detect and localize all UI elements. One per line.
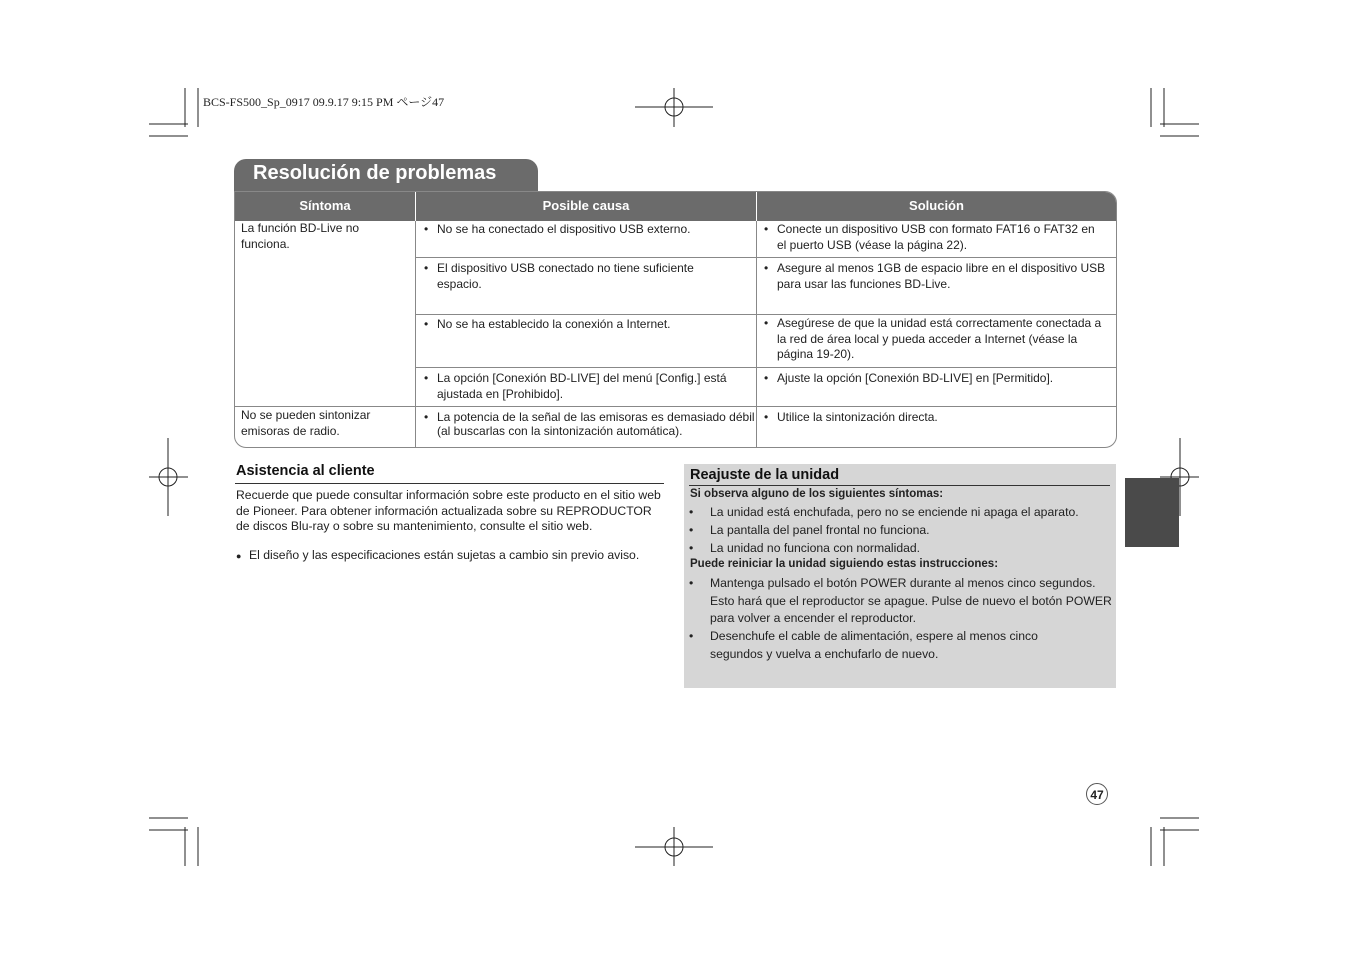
reset-symptom-item: • La unidad no funciona con normalidad. <box>689 541 921 555</box>
cause-row-5: • La potencia de la señal de las emisoras es demasiado débil (al buscarlas con la sintonización automática). <box>437 410 755 438</box>
support-note-text: El diseño y las especificaciones están sujetas a cambio sin previo aviso. <box>249 548 640 562</box>
page-number: 47 <box>1086 783 1108 805</box>
support-title: Asistencia al cliente <box>236 463 375 479</box>
reset-instruction-item: • Desenchufe el cable de alimentación, espere al menos cinco segundos y vuelva a enchufarlo de nuevo. <box>689 629 1038 661</box>
column-header-solution: Solución <box>909 198 964 213</box>
page-title: Resolución de problemas <box>253 162 497 184</box>
solution-row-5: • Utilice la sintonización directa. <box>777 410 1107 426</box>
cause-row-3: • No se ha establecido la conexión a Internet. <box>437 317 747 333</box>
reset-instruction-item: • Mantenga pulsado el botón POWER durante al menos cinco segundos. Esto hará que el reproductor se apague. Pulse de nuevo el botón POWER para volver a encender el reproductor. <box>689 576 1112 625</box>
reset-panel <box>684 464 1116 688</box>
column-header-symptom: Síntoma <box>299 198 351 213</box>
reset-instructions-heading: Puede reiniciar la unidad siguiendo estas instrucciones: <box>690 558 999 570</box>
cause-row-1: • No se ha conectado el dispositivo USB externo. <box>437 222 747 238</box>
solution-row-4: • Ajuste la opción [Conexión BD-LIVE] en [Permitido]. <box>777 371 1107 387</box>
reset-title-rule <box>689 485 1110 486</box>
table-header <box>235 192 1116 221</box>
solution-row-2: • Asegure al menos 1GB de espacio libre en el dispositivo USB para usar las funciones BD-Live. <box>777 261 1107 292</box>
cause-row-4: • La opción [Conexión BD-LIVE] del menú [Config.] está ajustada en [Prohibido]. <box>437 371 752 402</box>
reset-symptom-item: • La unidad está enchufada, pero no se enciende ni apaga el aparato. <box>689 505 1079 519</box>
solution-row-1: • Conecte un dispositivo USB con formato FAT16 o FAT32 en el puerto USB (véase la página 22). <box>777 222 1107 253</box>
reset-symptoms-heading: Si observa alguno de los siguientes síntomas: <box>690 488 944 500</box>
bullet-icon: ● <box>236 551 242 561</box>
solution-row-3: • Asegúrese de que la unidad está correctamente conectada a la red de área local y pueda acceder a Internet (véase la página 19-20). <box>777 316 1107 363</box>
column-header-cause: Posible causa <box>542 198 630 213</box>
print-slug: BCS-FS500_Sp_0917 09.9.17 9:15 PM ページ47 <box>203 95 445 109</box>
reset-symptom-item: • La pantalla del panel frontal no funciona. <box>689 523 930 537</box>
support-title-rule <box>235 483 664 484</box>
support-text: Recuerde que puede consultar información sobre este producto en el sitio web de Pioneer. Para obtener información actualizada sobre su REPRODUCTOR de discos Blu-ray o sobre su mantenimiento, consulte el sitio web. <box>236 488 661 533</box>
symptom-radio: No se pueden sintonizar emisoras de radio. <box>241 408 371 438</box>
troubleshooting-table <box>234 191 1117 448</box>
cause-row-2: • El dispositivo USB conectado no tiene suficiente espacio. <box>437 261 737 292</box>
symptom-bd-live: La función BD-Live no funciona. <box>241 221 360 251</box>
section-side-tab <box>1125 478 1179 547</box>
reset-title: Reajuste de la unidad <box>690 467 840 483</box>
